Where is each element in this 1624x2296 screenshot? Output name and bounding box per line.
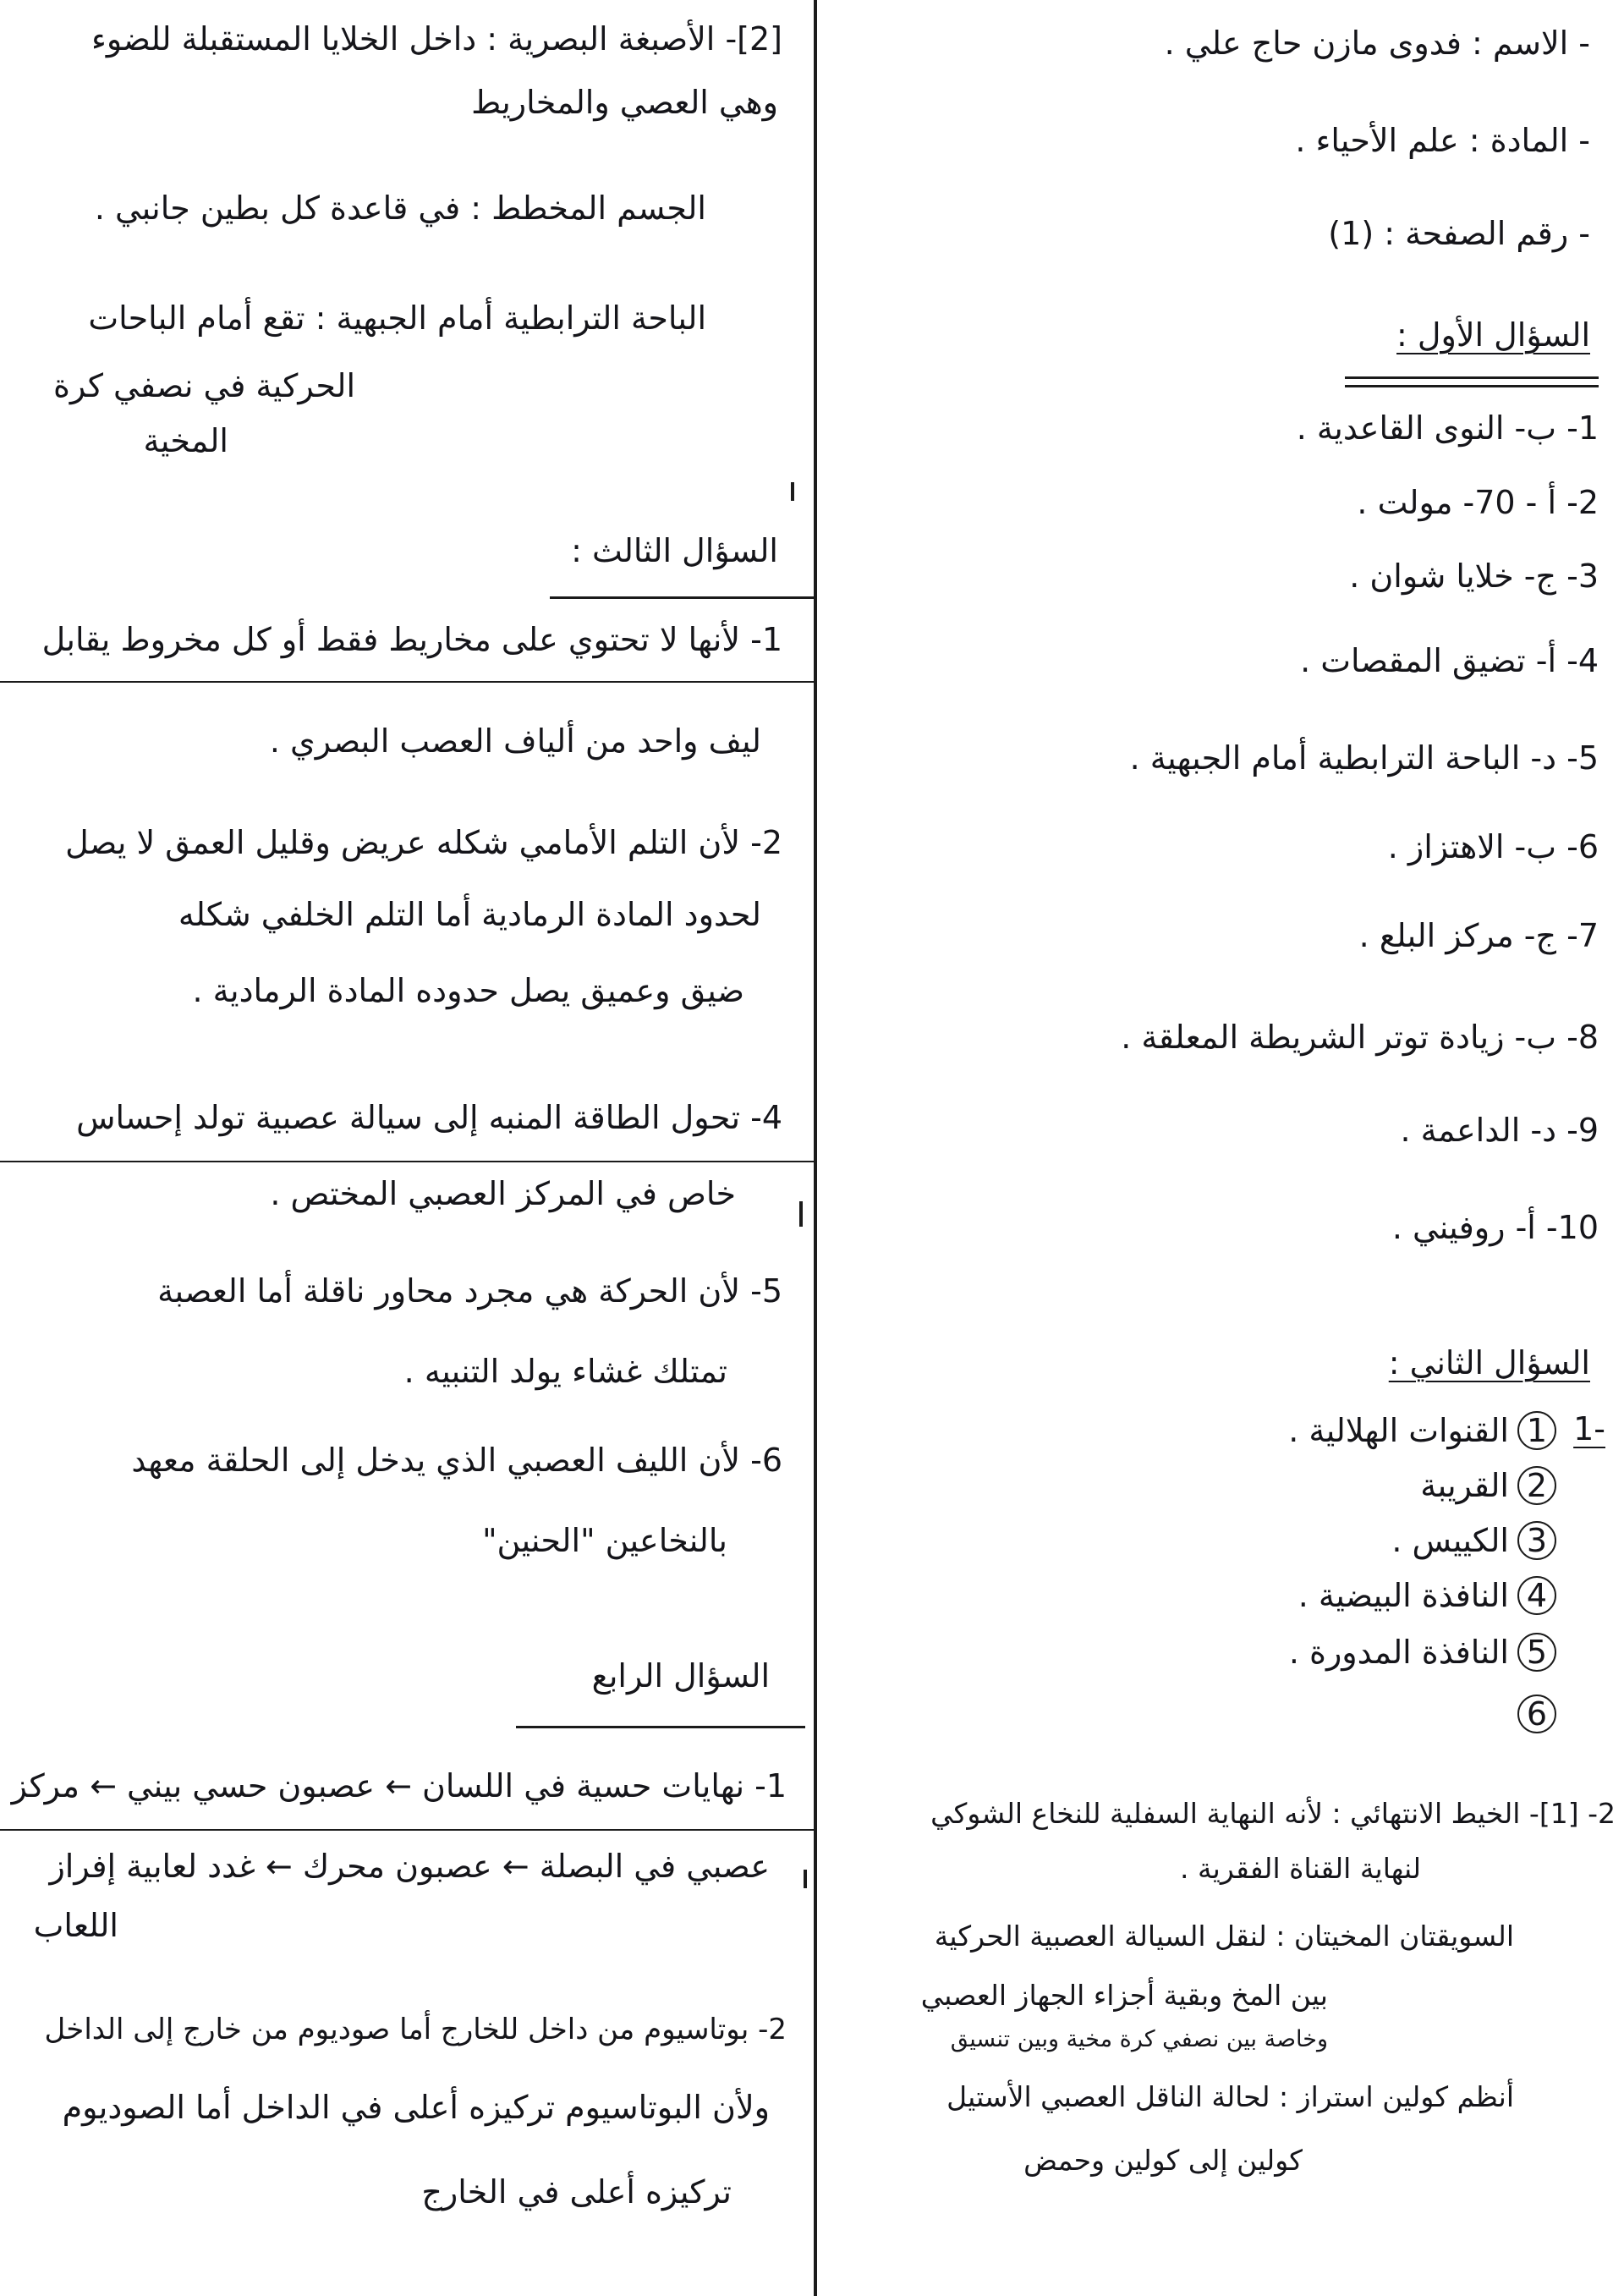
subject-line: - المادة : علم الأحياء . <box>1295 122 1590 159</box>
q4-line-1: 1- نهايات حسية في اللسان ← عصبون حسي بيني ← مركز <box>11 1767 787 1804</box>
q2-numbered-item-6 <box>1509 1695 1556 1733</box>
q4-line-3: اللعاب <box>33 1907 118 1944</box>
q1-item-2: 2- أ - 70- مولت . <box>1357 484 1599 521</box>
q1-item-8: 8- ب- زيادة توتر الشريطة المعلقة . <box>1121 1019 1599 1056</box>
q3-line-6: 4- تحول الطاقة المنبه إلى سيالة عصبية تولد إحساس <box>76 1099 782 1136</box>
student-name: - الاسم : فدوى مازن حاج علي . <box>1164 25 1590 62</box>
q3-line-9: تمتلك غشاء يولد التنبيه . <box>403 1353 727 1390</box>
q2-numbered-item-1 <box>1288 1411 1556 1450</box>
q1-heading-underline <box>1345 376 1599 379</box>
q3-item-1-underline <box>0 681 814 683</box>
q4-line-6: تركيزه أعلى في الخارج <box>421 2173 732 2211</box>
q2-heading: السؤال الثاني : <box>1388 1344 1590 1381</box>
q2-part1-line-6: أنظم كولين استراز : لحالة الناقل العصبي الأستيل <box>946 2080 1514 2113</box>
q2-numbered-text: النافذة البيضية . <box>1298 1577 1509 1614</box>
q1-item-4: 4- أ- تضيق المقصات . <box>1300 642 1599 679</box>
q2-part2-line-2: وهي العصي والمخاريط <box>471 84 778 121</box>
q2-numbered-item-3 <box>1391 1521 1556 1560</box>
q2-part2-line-6: المخية <box>143 422 228 459</box>
q4-item-1-underline <box>0 1829 814 1831</box>
q2-numbered-item-4 <box>1298 1576 1556 1615</box>
q3-line-5: ضيق وعميق يصل حدوده المادة الرمادية . <box>192 972 744 1009</box>
q3-line-7: خاص في المركز العصبي المختص . <box>270 1175 736 1212</box>
q3-line-11: بالنخاعين "الحنين" <box>482 1522 727 1559</box>
q4-heading: السؤال الرابع <box>591 1657 770 1695</box>
q2-number-circle: 4 <box>1517 1576 1556 1615</box>
q1-heading: السؤال الأول : <box>1396 316 1590 354</box>
q2-scribbled-number-circle: 6 <box>1517 1695 1556 1733</box>
q2-numbered-text: النافذة المدورة . <box>1288 1634 1509 1671</box>
q3-line-10: 6- لأن الليف العصبي الذي يدخل إلى الحلقة معهد <box>131 1442 782 1479</box>
q2-numbered-text: القريبة <box>1420 1467 1509 1504</box>
q3-line-8: 5- لأن الحركة هي مجرد محاور ناقلة أما العصبة <box>157 1272 782 1310</box>
q2-part2-line-1: [2]- الأصبغة البصرية : داخل الخلايا المستقبلة للضوء <box>91 20 782 58</box>
margin-tick-mark <box>804 1870 807 1888</box>
q2-part2-line-4: الباحة الترابطية أمام الجبهية : تقع أمام الباحات <box>88 299 706 337</box>
q3-item-4-underline <box>0 1161 814 1162</box>
q2-part1-line-2: لنهاية القناة الفقرية . <box>1179 1852 1421 1885</box>
margin-tick-mark <box>791 482 794 501</box>
q2-part1-line-1: 2- [1]- الخيط الانتهائي : لأنه النهاية السفلية للنخاع الشوكي <box>930 1797 1616 1830</box>
q2-numbered-item-5 <box>1289 1633 1556 1672</box>
q3-line-4: لحدود المادة الرمادية أما التلم الخلفي شكله <box>178 896 761 933</box>
q2-number-circle: 5 <box>1517 1633 1556 1672</box>
q4-heading-underline <box>516 1726 805 1728</box>
q1-item-5: 5- د- الباحة الترابطية أمام الجبهية . <box>1129 739 1599 777</box>
q2-part1-label: 1- <box>1573 1410 1605 1447</box>
column-divider <box>814 0 817 2296</box>
q2-numbered-item-2 <box>1420 1466 1556 1505</box>
q2-number-circle: 1 <box>1517 1411 1556 1450</box>
q2-part2-line-5: الحركية في نصفي كرة <box>52 367 355 404</box>
q4-line-4: 2- بوتاسيوم من داخل للخارج أما صوديوم من خارج إلى الداخل <box>44 2013 787 2046</box>
q1-heading-underline-2 <box>1345 385 1599 387</box>
q2-part1-line-7: كولين إلى كولين وحمض <box>1023 2144 1303 2177</box>
q4-line-2: عصبي في البصلة ← عصبون محرك ← غدد لعابية إفراز <box>49 1848 770 1885</box>
q2-numbered-text: القنوات الهلالية . <box>1288 1412 1509 1449</box>
q3-heading: السؤال الثالث : <box>571 532 778 569</box>
q3-heading-underline <box>550 596 814 599</box>
q4-line-5: ولأن البوتاسيوم تركيزه أعلى في الداخل أما الصوديوم <box>62 2089 770 2126</box>
q2-numbered-text: الكييس . <box>1391 1522 1509 1559</box>
q2-part1-line-3: السويقتان المخيتان : لنقل السيالة العصبية الحركية <box>934 1920 1514 1953</box>
q2-number-circle: 3 <box>1517 1521 1556 1560</box>
page-number-line: - رقم الصفحة : (1) <box>1328 215 1590 252</box>
q3-line-1: 1- لأنها لا تحتوي على مخاريط فقط أو كل مخروط يقابل <box>41 621 782 658</box>
q2-part1-line-4: بين المخ وبقية أجزاء الجهاز العصبي <box>920 1979 1328 2012</box>
margin-tick-mark <box>799 1201 803 1227</box>
q2-part2-line-3: الجسم المخطط : في قاعدة كل بطين جانبي . <box>94 190 706 227</box>
q3-line-3: 2- لأن التلم الأمامي شكله عريض وقليل العمق لا يصل <box>65 824 782 861</box>
q1-item-9: 9- د- الداعمة . <box>1400 1112 1599 1149</box>
q1-item-10: 10- أ- روفيني . <box>1391 1209 1599 1246</box>
q1-item-6: 6- ب- الاهتزاز . <box>1387 828 1599 865</box>
q2-number-circle: 2 <box>1517 1466 1556 1505</box>
q1-item-1: 1- ب- النوى القاعدية . <box>1296 409 1599 447</box>
q3-line-2: ليف واحد من ألياف العصب البصري . <box>269 722 761 760</box>
q1-item-3: 3- ج- خلايا شوان . <box>1349 558 1599 595</box>
q1-item-7: 7- ج- مركز البلع . <box>1358 917 1599 954</box>
q2-part1-line-5: وخاصة بين نصفي كرة مخية وبين تنسيق <box>950 2026 1328 2052</box>
